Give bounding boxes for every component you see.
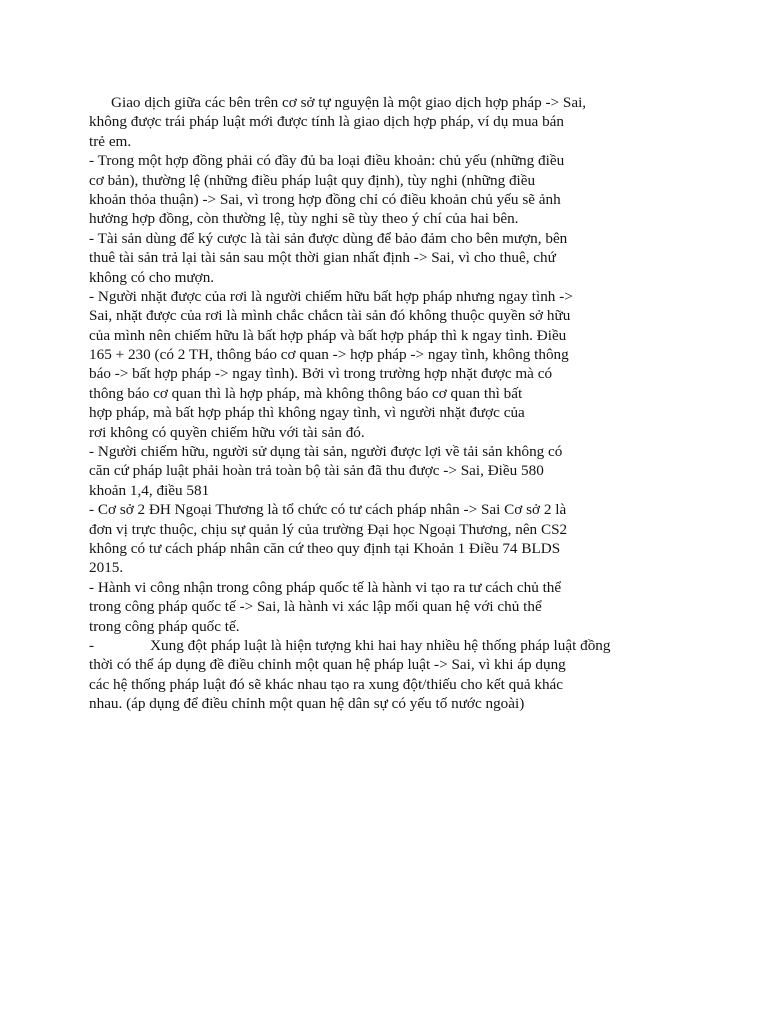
paragraph-line: cơ bản), thường lệ (những điều pháp luật quy định), tùy nghi (những điều — [89, 171, 536, 189]
paragraph-line: hợp pháp, mà bất hợp pháp thì không ngay tình, vì người nhặt được của — [89, 404, 525, 422]
paragraph-line: không có tư cách pháp nhân căn cứ theo quy định tại Khoản 1 Điều 74 BLDS — [89, 539, 561, 557]
paragraph-line: thông báo cơ quan thì là hợp pháp, mà không thông báo cơ quan thì bất — [89, 384, 523, 402]
paragraph-line: khoản thỏa thuận) -> Sai, vì trong hợp đồng chỉ có điều khoản chủ yếu sẽ ảnh — [89, 190, 561, 208]
paragraph-line: 2015. — [89, 559, 124, 577]
paragraph-line — [89, 636, 649, 655]
paragraph-line: của mình nên chiếm hữu là bất hợp pháp và bất hợp pháp thì k ngay tình. Điều — [89, 326, 567, 344]
paragraph-line: thời có thể áp dụng đề điều chỉnh một quan hệ pháp luật -> Sai, vì khi áp dụng — [89, 656, 566, 674]
paragraph-line: không được trái pháp luật mới được tính là giao dịch hợp pháp, ví dụ mua bán — [89, 113, 565, 131]
paragraph-line: rơi không có quyền chiếm hữu với tài sản đó. — [89, 423, 365, 441]
paragraph-line: trong công pháp quốc tế. — [89, 617, 240, 635]
paragraph-line: - Trong một hợp đồng phải có đầy đủ ba loại điều khoản: chủ yếu (những điều — [89, 152, 565, 170]
line-text: Giao dịch giữa các bên trên cơ sở tự nguyện là một giao dịch hợp pháp -> Sai, — [111, 94, 587, 111]
line-text: Xung đột pháp luật là hiện tượng khi hai hay nhiều hệ thống pháp luật đồng — [150, 636, 611, 654]
paragraph-line: - Người nhặt được của rơi là người chiếm hữu bất hợp pháp nhưng ngay tình -> — [89, 287, 573, 305]
paragraph-line — [89, 93, 649, 112]
paragraph-line: nhau. (áp dụng để điều chỉnh một quan hệ dân sự có yếu tố nước ngoài) — [89, 695, 525, 713]
paragraph-line: đơn vị trực thuộc, chịu sự quản lý của trường Đại học Ngoại Thương, nên CS2 — [89, 520, 568, 538]
paragraph-line: - Cơ sở 2 ĐH Ngoại Thương là tổ chức có tư cách pháp nhân -> Sai Cơ sở 2 là — [89, 501, 567, 519]
document-body — [89, 93, 649, 714]
paragraph-line: trong công pháp quốc tế -> Sai, là hành vi xác lập mối quan hệ với chủ thể — [89, 598, 542, 616]
paragraph-line: - Tài sản dùng để ký cược là tài sản được dùng để bảo đảm cho bên mượn, bên — [89, 229, 568, 247]
paragraph-line: trẻ em. — [89, 132, 132, 150]
paragraph-line: thuê tài sản trả lại tài sản sau một thời gian nhất định -> Sai, vì cho thuê, chứ — [89, 249, 556, 267]
paragraph-line: - Người chiếm hữu, người sử dụng tài sản, người được lợi về tải sản không có — [89, 443, 563, 461]
paragraph-line: Sai, nhặt được của rơi là mình chắc chắcn tài sản đó không thuộc quyền sở hữu — [89, 307, 571, 325]
paragraph-line: hưởng hợp đồng, còn thường lệ, tùy nghi sẽ tùy theo ý chí của hai bên. — [89, 210, 519, 228]
paragraph-line: khoản 1,4, điều 581 — [89, 481, 210, 499]
paragraph-line: - Hành vi công nhận trong công pháp quốc tế là hành vi tạo ra tư cách chủ thể — [89, 578, 562, 596]
paragraph-line: căn cứ pháp luật phải hoàn trả toàn bộ tài sản đã thu được -> Sai, Điều 580 — [89, 462, 544, 480]
list-dash-marker: - — [89, 636, 95, 654]
paragraph-line: các hệ thống pháp luật đó sẽ khác nhau tạo ra xung đột/thiếu cho kết quả khác — [89, 675, 564, 693]
paragraph-line: 165 + 230 (có 2 TH, thông báo cơ quan -> hợp pháp -> ngay tình, không thông — [89, 346, 569, 364]
paragraph-line: không có cho mượn. — [89, 268, 215, 286]
paragraph-line: báo -> bất hợp pháp -> ngay tình). Bởi vì trong trường hợp nhặt được mà có — [89, 365, 553, 383]
